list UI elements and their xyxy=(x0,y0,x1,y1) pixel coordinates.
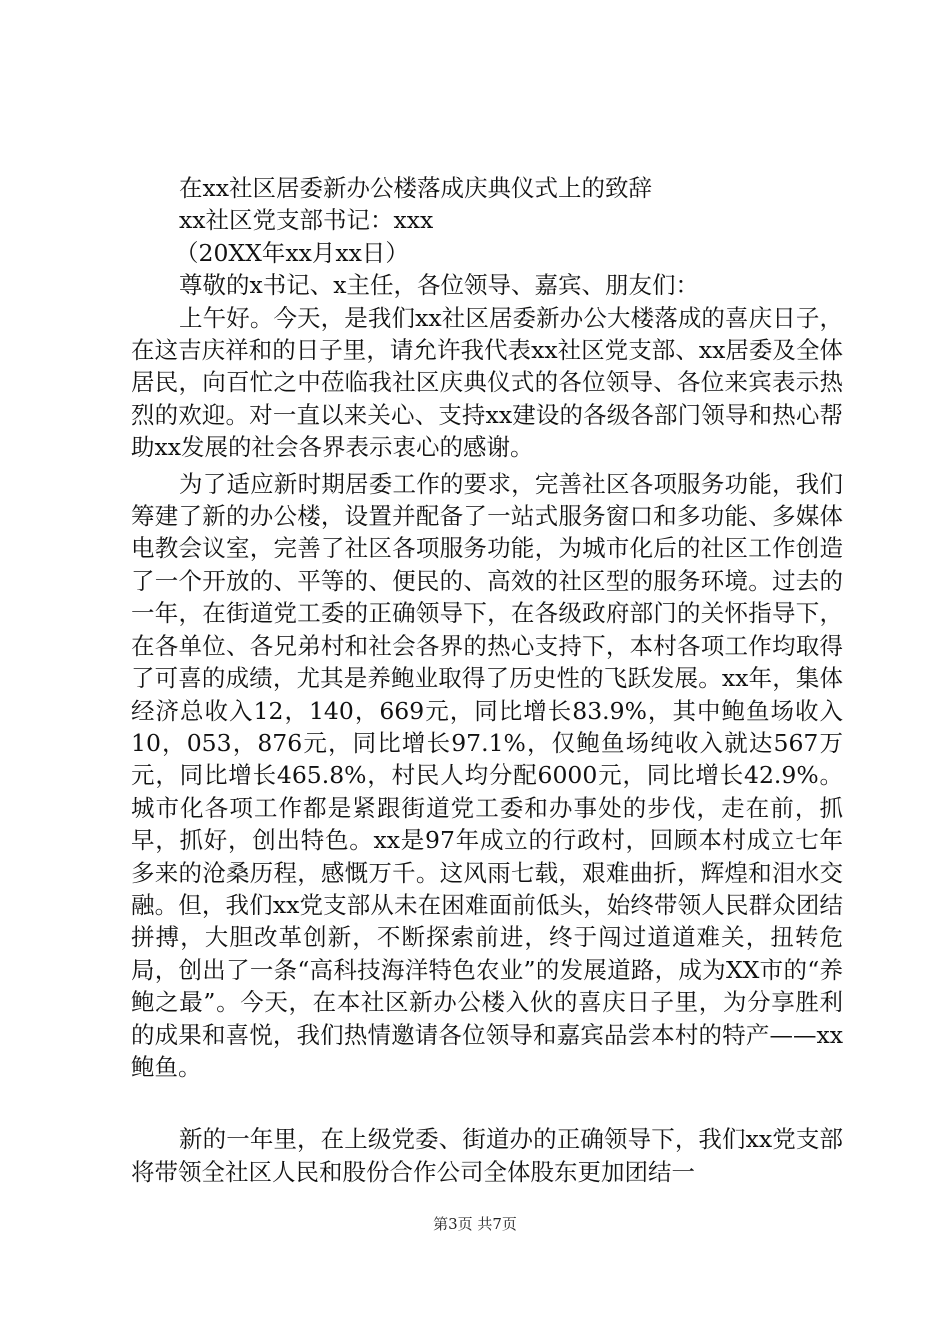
paragraph-greeting: 上午好。今天，是我们xx社区居委新办公大楼落成的喜庆日子，在这吉庆祥和的日子里，请允许我代表xx社区党支部、xx居委及全体居民，向百忙之中莅临我社区庆典仪式的各位领导、各位来宾表示热烈的欢迎。对一直以来关心、支持xx建设的各级各部门领导和热心帮助xx发展的社会各界表示衷心的感谢。 xyxy=(131,303,843,462)
paragraph-achievements: 为了适应新时期居委工作的要求，完善社区各项服务功能，我们筹建了新的办公楼，设置并配备了一站式服务窗口和多功能、多媒体电教会议室，完善了社区各项服务功能，为城市化后的社区工作创造了一个开放的、平等的、便民的、高效的社区型的服务环境。过去的一年，在街道党工委的正确领导下，在各级政府部门的关怀指导下，在各单位、各兄弟村和社会各界的热心支持下，本村各项工作均取得了可喜的成绩，尤其是养鲍业取得了历史性的飞跃发展。xx年，集体经济总收入12，140，669元，同比增长83.9%，其中鲍鱼场收入10，053，876元，同比增长97.1%，仅鲍鱼场纯收入就达567万元，同比增长465.8%，村民人均分配6000元，同比增长42.9%。城市化各项工作都是紧跟街道党工委和办事处的步伐，走在前，抓早，抓好，创出特色。xx是97年成立的行政村，回顾本村成立七年多来的沧桑历程，感慨万千。这风雨七载，艰难曲折，辉煌和泪水交融。但，我们xx党支部从未在困难面前低头，始终带领人民群众团结拼搏，大胆改革创新，不断探索前进，终于闯过道道难关，扭转危局，创出了一条“高科技海洋特色农业”的发展道路，成为XX市的“养鲍之最”。今天，在本社区新办公楼入伙的喜庆日子里，为分享胜利的成果和喜悦，我们热情邀请各位领导和嘉宾品尝本村的特产——xx鲍鱼。 xyxy=(131,469,843,1081)
paragraph-new-year: 新的一年里，在上级党委、街道办的正确领导下，我们xx党支部将带领全社区人民和股份合作公司全体股东更加团结一 xyxy=(131,1125,843,1186)
document-body xyxy=(131,172,843,1188)
document-title: 在xx社区居委新办公楼落成庆典仪式上的致辞 xyxy=(179,174,653,202)
salutation: 尊敬的x书记、x主任，各位领导、嘉宾、朋友们： xyxy=(179,271,700,300)
paragraph-gap xyxy=(131,1083,843,1123)
speaker-line: xx社区党支部书记：xxx xyxy=(179,206,434,235)
date-line: （20XX年xx月xx日） xyxy=(175,238,409,267)
page-number-footer: 第3页 共7页 xyxy=(433,1215,517,1233)
